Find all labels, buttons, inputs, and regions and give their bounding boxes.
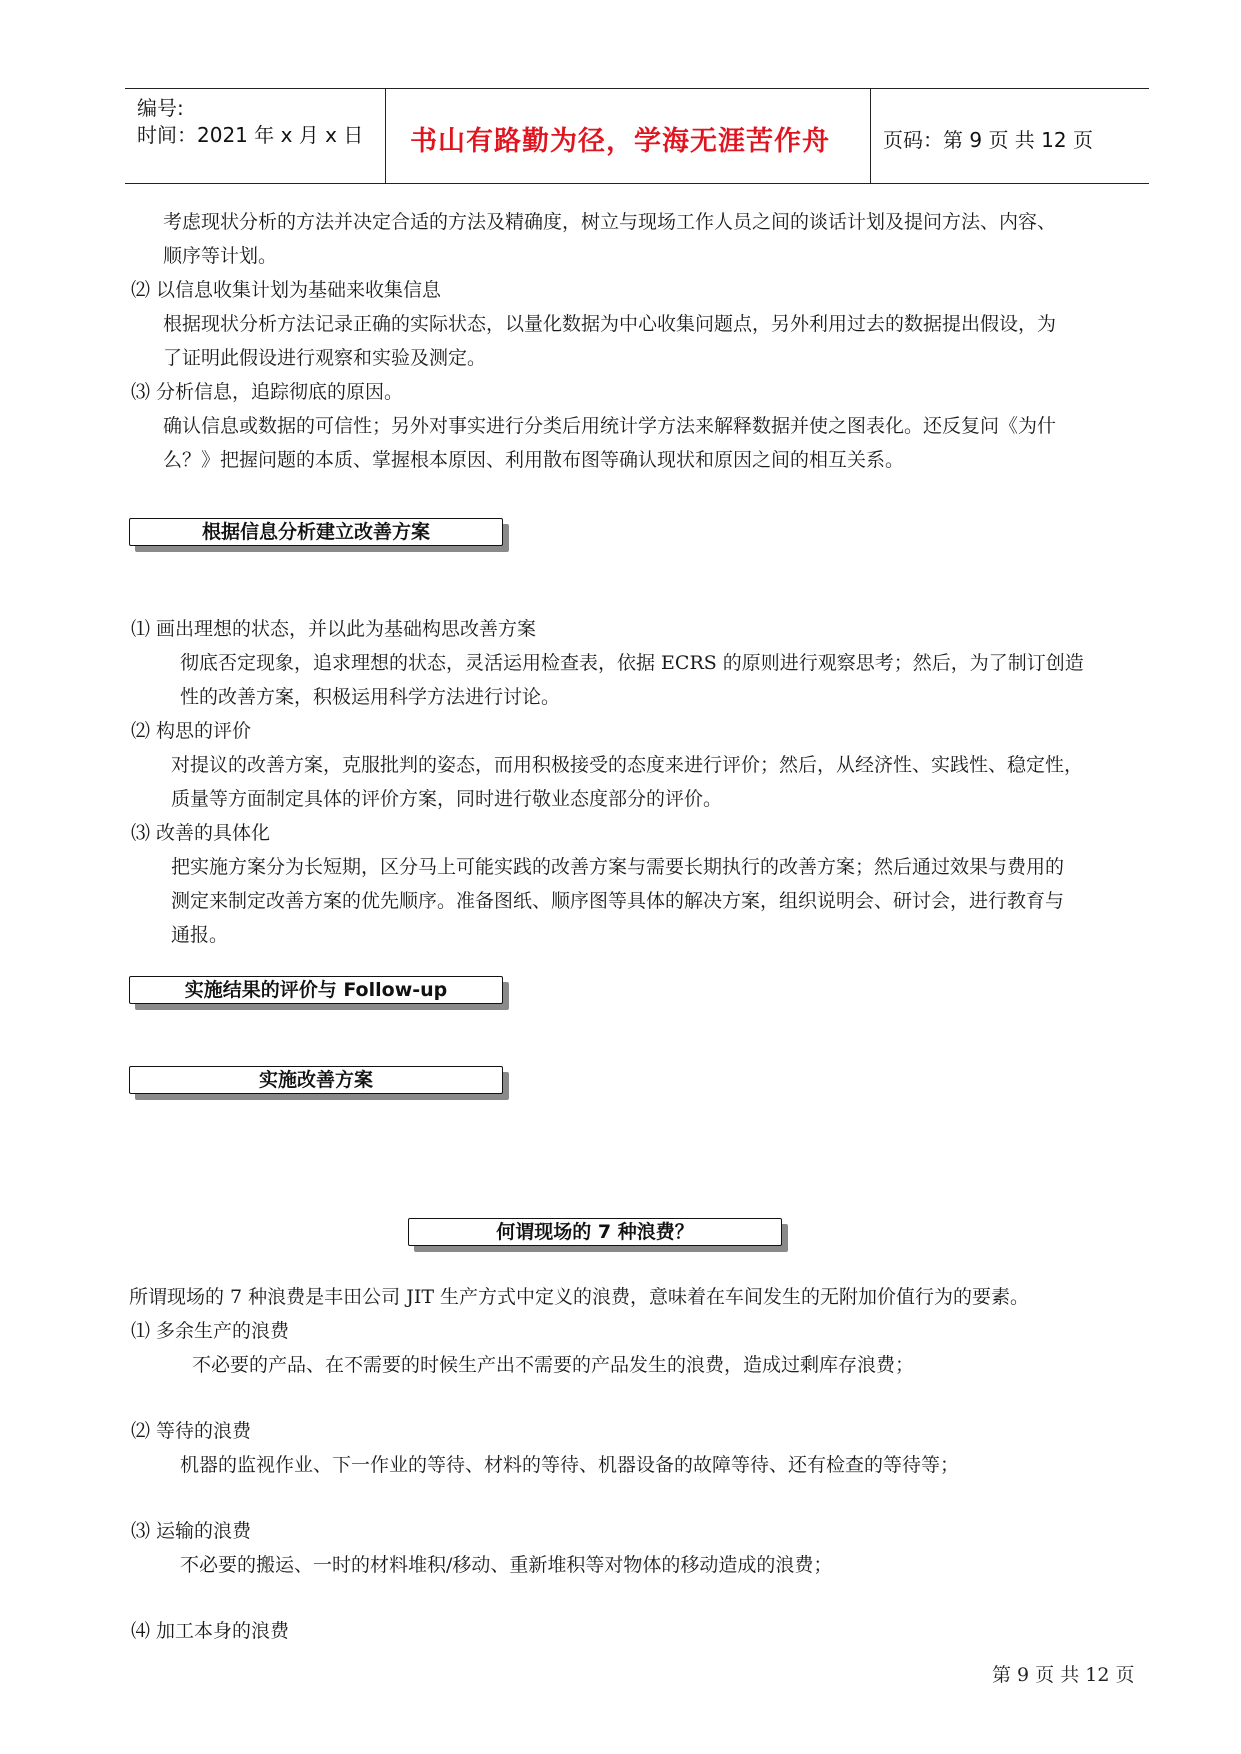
section-title-implement: 实施改善方案: [129, 1066, 503, 1094]
intro-line: 考虑现状分析的方法并决定合适的方法及精确度，树立与现场工作人员之间的谈话计划及提问方法、内容、: [163, 211, 1057, 233]
plan-item-heading: ⑵ 构思的评价: [131, 720, 252, 742]
waste-item-body: 不必要的产品、在不需要的时候生产出不需要的产品发生的浪费，造成过剩库存浪费；: [192, 1354, 915, 1376]
section-title-followup: 实施结果的评价与 Follow-up: [129, 976, 503, 1004]
plan-item-heading: ⑶ 改善的具体化: [131, 822, 271, 844]
section-title-improve-plan: 根据信息分析建立改善方案: [129, 518, 503, 546]
header-divider: [870, 89, 871, 183]
intro-item-heading: ⑵ 以信息收集计划为基础来收集信息: [131, 279, 442, 301]
section-title-seven-wastes: 何谓现场的 7 种浪费？: [408, 1218, 782, 1246]
page-footer-number: 第 9 页 共 12 页: [992, 1664, 1135, 1686]
waste-item-heading: ⑶ 运输的浪费: [131, 1520, 252, 1542]
waste-item-body: 机器的监视作业、下一作业的等待、材料的等待、机器设备的故障等待、还有检查的等待等；: [180, 1454, 960, 1476]
header-date-label: 时间：2021 年 x 月 x 日: [137, 123, 364, 147]
plan-line: 质量等方面制定具体的评价方案，同时进行敬业态度部分的评价。: [171, 788, 723, 810]
header-page-label: 页码：第 9 页 共 12 页: [883, 128, 1093, 152]
plan-item-heading: ⑴ 画出理想的状态，并以此为基础构思改善方案: [131, 618, 537, 640]
intro-line: 顺序等计划。: [163, 245, 278, 267]
intro-line: 么？》把握问题的本质、掌握根本原因、利用散布图等确认现状和原因之间的相互关系。: [163, 449, 905, 471]
header-divider: [385, 89, 386, 183]
intro-line: 了证明此假设进行观察和实验及测定。: [163, 347, 487, 369]
plan-line: 彻底否定现象，追求理想的状态，灵活运用检查表，依据 ECRS 的原则进行观察思考；然后，为了制订创造: [180, 652, 1084, 674]
plan-line: 性的改善方案，积极运用科学方法进行讨论。: [180, 686, 561, 708]
plan-line: 把实施方案分为长短期，区分马上可能实践的改善方案与需要长期执行的改善方案；然后通过效果与费用的: [171, 856, 1065, 878]
waste-intro: 所谓现场的 7 种浪费是丰田公司 JIT 生产方式中定义的浪费，意味着在车间发生的无附加价值行为的要素。: [129, 1286, 1030, 1308]
intro-line: 根据现状分析方法记录正确的实际状态，以量化数据为中心收集问题点，另外利用过去的数据提出假设，为: [163, 313, 1057, 335]
waste-item-heading: ⑵ 等待的浪费: [131, 1420, 252, 1442]
waste-item-heading: ⑷ 加工本身的浪费: [131, 1620, 290, 1642]
plan-line: 测定来制定改善方案的优先顺序。准备图纸、顺序图等具体的解决方案，组织说明会、研讨会，进行教育与: [171, 890, 1065, 912]
header-number-label: 编号:: [137, 96, 184, 120]
header-motto: 书山有路勤为径，学海无涯苦作舟: [410, 126, 830, 157]
waste-item-heading: ⑴ 多余生产的浪费: [131, 1320, 290, 1342]
plan-line: 对提议的改善方案，克服批判的姿态，而用积极接受的态度来进行评价；然后，从经济性、实践性、稳定性，: [171, 754, 1084, 776]
intro-item-heading: ⑶ 分析信息，追踪彻底的原因。: [131, 381, 404, 403]
waste-item-body: 不必要的搬运、一时的材料堆积/移动、重新堆积等对物体的移动造成的浪费；: [180, 1554, 833, 1576]
intro-line: 确认信息或数据的可信性；另外对事实进行分类后用统计学方法来解释数据并使之图表化。还反复问《为什: [163, 415, 1057, 437]
plan-line: 通报。: [171, 924, 229, 946]
